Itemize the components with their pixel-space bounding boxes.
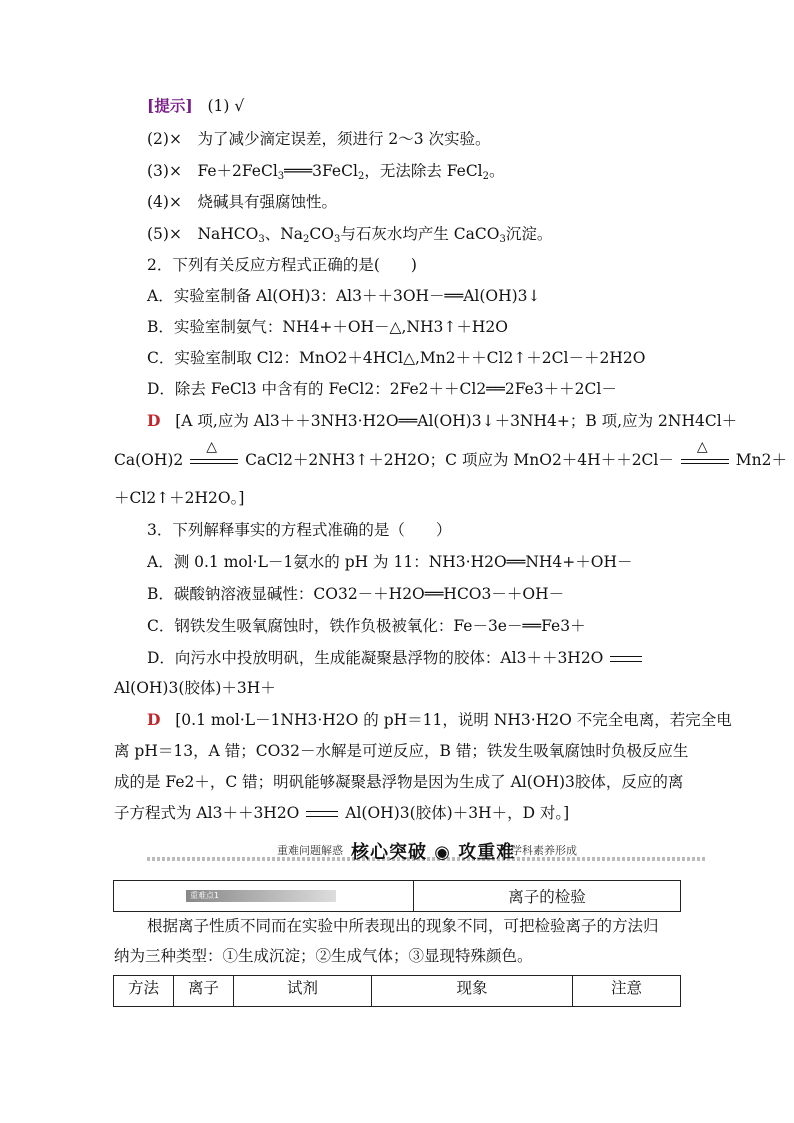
hint-item-5-i: 沉淀。 <box>505 225 553 243</box>
q2-option-a: A．实验室制备 Al(OH)3：Al3＋＋3OH－══Al(OH)3↓ <box>147 287 541 305</box>
hint-item-3-a: (3)× Fe＋2FeCl <box>147 162 278 180</box>
banner-left-text: 重难问题解惑 <box>277 844 343 857</box>
hint-tag: [提示] <box>147 96 193 115</box>
hint-item-3-e: ，无法除去 FeCl <box>364 162 483 180</box>
header-method: 方法 <box>114 976 174 1007</box>
hint-item-3-f: 2 <box>482 171 490 182</box>
ion-test-table <box>113 975 681 1007</box>
q2-exp-2a: Ca(OH)2 <box>114 451 184 469</box>
q3-explanation-line-4 <box>114 802 569 824</box>
banner-title: 核心突破 ◉ 攻重难 <box>351 842 516 863</box>
q3-answer: D <box>147 710 161 729</box>
q3-option-a: A．测 0.1 mol·L－1氨水的 pH 为 11：NH3·H2O══NH4+＋OH－ <box>147 553 633 571</box>
hint-item-3-d: 2 <box>357 171 365 182</box>
q2-exp-2c: Mn2＋ <box>735 451 787 469</box>
hint-item-5-e: CO <box>309 225 334 243</box>
q3-explanation-line-3: 成的是 Fe2＋，C 错；明矾能够凝聚悬浮物是因为生成了 Al(OH)3胶体，反应的离 <box>114 773 684 791</box>
q2-explanation-line-2 <box>114 439 787 472</box>
q2-stem: 2．下列有关反应方程式正确的是( ) <box>147 256 417 274</box>
q3-exp-4a: 子方程式为 Al3＋＋3H2O <box>114 804 300 822</box>
q2-explanation-line-3: ＋Cl2↑＋2H2O。] <box>114 489 245 507</box>
section-paragraph-line-1: 根据离子性质不同而在实验中所表现出的现象不同，可把检验离子的方法归 <box>147 917 659 935</box>
q3-explanation-line-1 <box>147 709 732 731</box>
q2-explanation-line-1 <box>147 410 737 432</box>
hint-item-5-h: 3 <box>499 234 506 245</box>
hint-line-1 <box>147 95 244 117</box>
hint-item-3-b: 3 <box>277 171 285 182</box>
q3-option-d-text: D．向污水中投放明矾，生成能凝聚悬浮物的胶体：Al3＋＋3H2O <box>147 649 604 667</box>
keypoint-title: 离子的检验 <box>414 881 681 912</box>
q3-option-d <box>147 647 644 669</box>
section-paragraph-line-2: 纳为三种类型：①生成沉淀；②生成气体；③显现特殊颜色。 <box>114 947 533 965</box>
q2-answer: D <box>147 411 161 430</box>
hint-item-3-g: 。 <box>489 162 505 180</box>
hint-item-2: (2)× 为了减少滴定误差，须进行 2～3 次实验。 <box>147 130 491 148</box>
header-ion: 离子 <box>174 976 234 1007</box>
reversible-arrow-2 <box>306 810 338 818</box>
hint-item-5-d: 2 <box>303 234 310 245</box>
reversible-arrow <box>610 655 642 663</box>
q2-option-b: B．实验室制氨气：NH4+＋OH－△,NH3↑＋H2O <box>147 318 508 336</box>
hint-item-3 <box>147 160 505 188</box>
heat-equal-sign-2: △ <box>679 450 731 472</box>
header-notes: 注意 <box>573 976 681 1007</box>
section-banner <box>147 838 705 864</box>
hint-item-1: (1) √ <box>207 97 245 115</box>
q2-exp-2b: CaCl2＋2NH3↑＋2H2O；C 项应为 MnO2＋4H＋＋2Cl－ <box>245 451 674 469</box>
q2-exp-1: [A 项,应为 Al3＋＋3NH3·H2O══Al(OH)3↓＋3NH4+；B 项,应为 2NH4Cl＋ <box>175 412 738 430</box>
q3-exp-4b: Al(OH)3(胶体)＋3H＋，D 对。] <box>345 804 570 822</box>
q3-option-b: B．碳酸钠溶液显碱性：CO32－＋H2O══HCO3－＋OH－ <box>147 585 565 603</box>
banner-right-text: 学科素养形成 <box>511 844 577 857</box>
hint-item-5-a: (5)× NaHCO <box>147 225 259 243</box>
q3-explanation-line-2: 离 pH＝13，A 错；CO32－水解是可逆反应，B 错；铁发生吸氧腐蚀时负极反应生 <box>114 742 689 760</box>
q3-exp-1: [0.1 mol·L－1NH3·H2O 的 pH＝11，说明 NH3·H2O 不完全电离，若完全电 <box>175 711 732 729</box>
keypoint-tag-text: 重难点1 <box>190 891 220 900</box>
header-reagent: 试剂 <box>234 976 372 1007</box>
hint-item-5-b: 3 <box>258 234 265 245</box>
q3-option-c: C．钢铁发生吸氧腐蚀时，铁作负极被氧化：Fe－3e－══Fe3＋ <box>147 617 586 635</box>
header-phenomenon: 现象 <box>372 976 573 1007</box>
q3-stem: 3．下列解释事实的方程式准确的是（ ） <box>147 521 452 539</box>
keypoint-tag <box>186 890 336 902</box>
hint-item-5-g: 与石灰水均产生 CaCO <box>340 225 500 243</box>
heat-equal-sign: △ <box>188 450 240 472</box>
table-header-row <box>114 976 681 1007</box>
hint-item-5-c: 、Na <box>264 225 304 243</box>
hint-item-3-c: ═══3FeCl <box>284 162 358 180</box>
hint-item-5-f: 3 <box>333 234 341 245</box>
hint-item-5 <box>147 223 552 251</box>
q2-option-d: D．除去 FeCl3 中含有的 FeCl2：2Fe2＋＋Cl2══2Fe3＋＋2Cl－ <box>147 380 617 398</box>
q3-option-d-line-2: Al(OH)3(胶体)＋3H＋ <box>114 679 276 697</box>
hint-item-4: (4)× 烧碱具有强腐蚀性。 <box>147 193 337 211</box>
q2-option-c: C．实验室制取 Cl2：MnO2＋4HCl△,Mn2＋＋Cl2↑＋2Cl－＋2H2O <box>147 349 646 367</box>
